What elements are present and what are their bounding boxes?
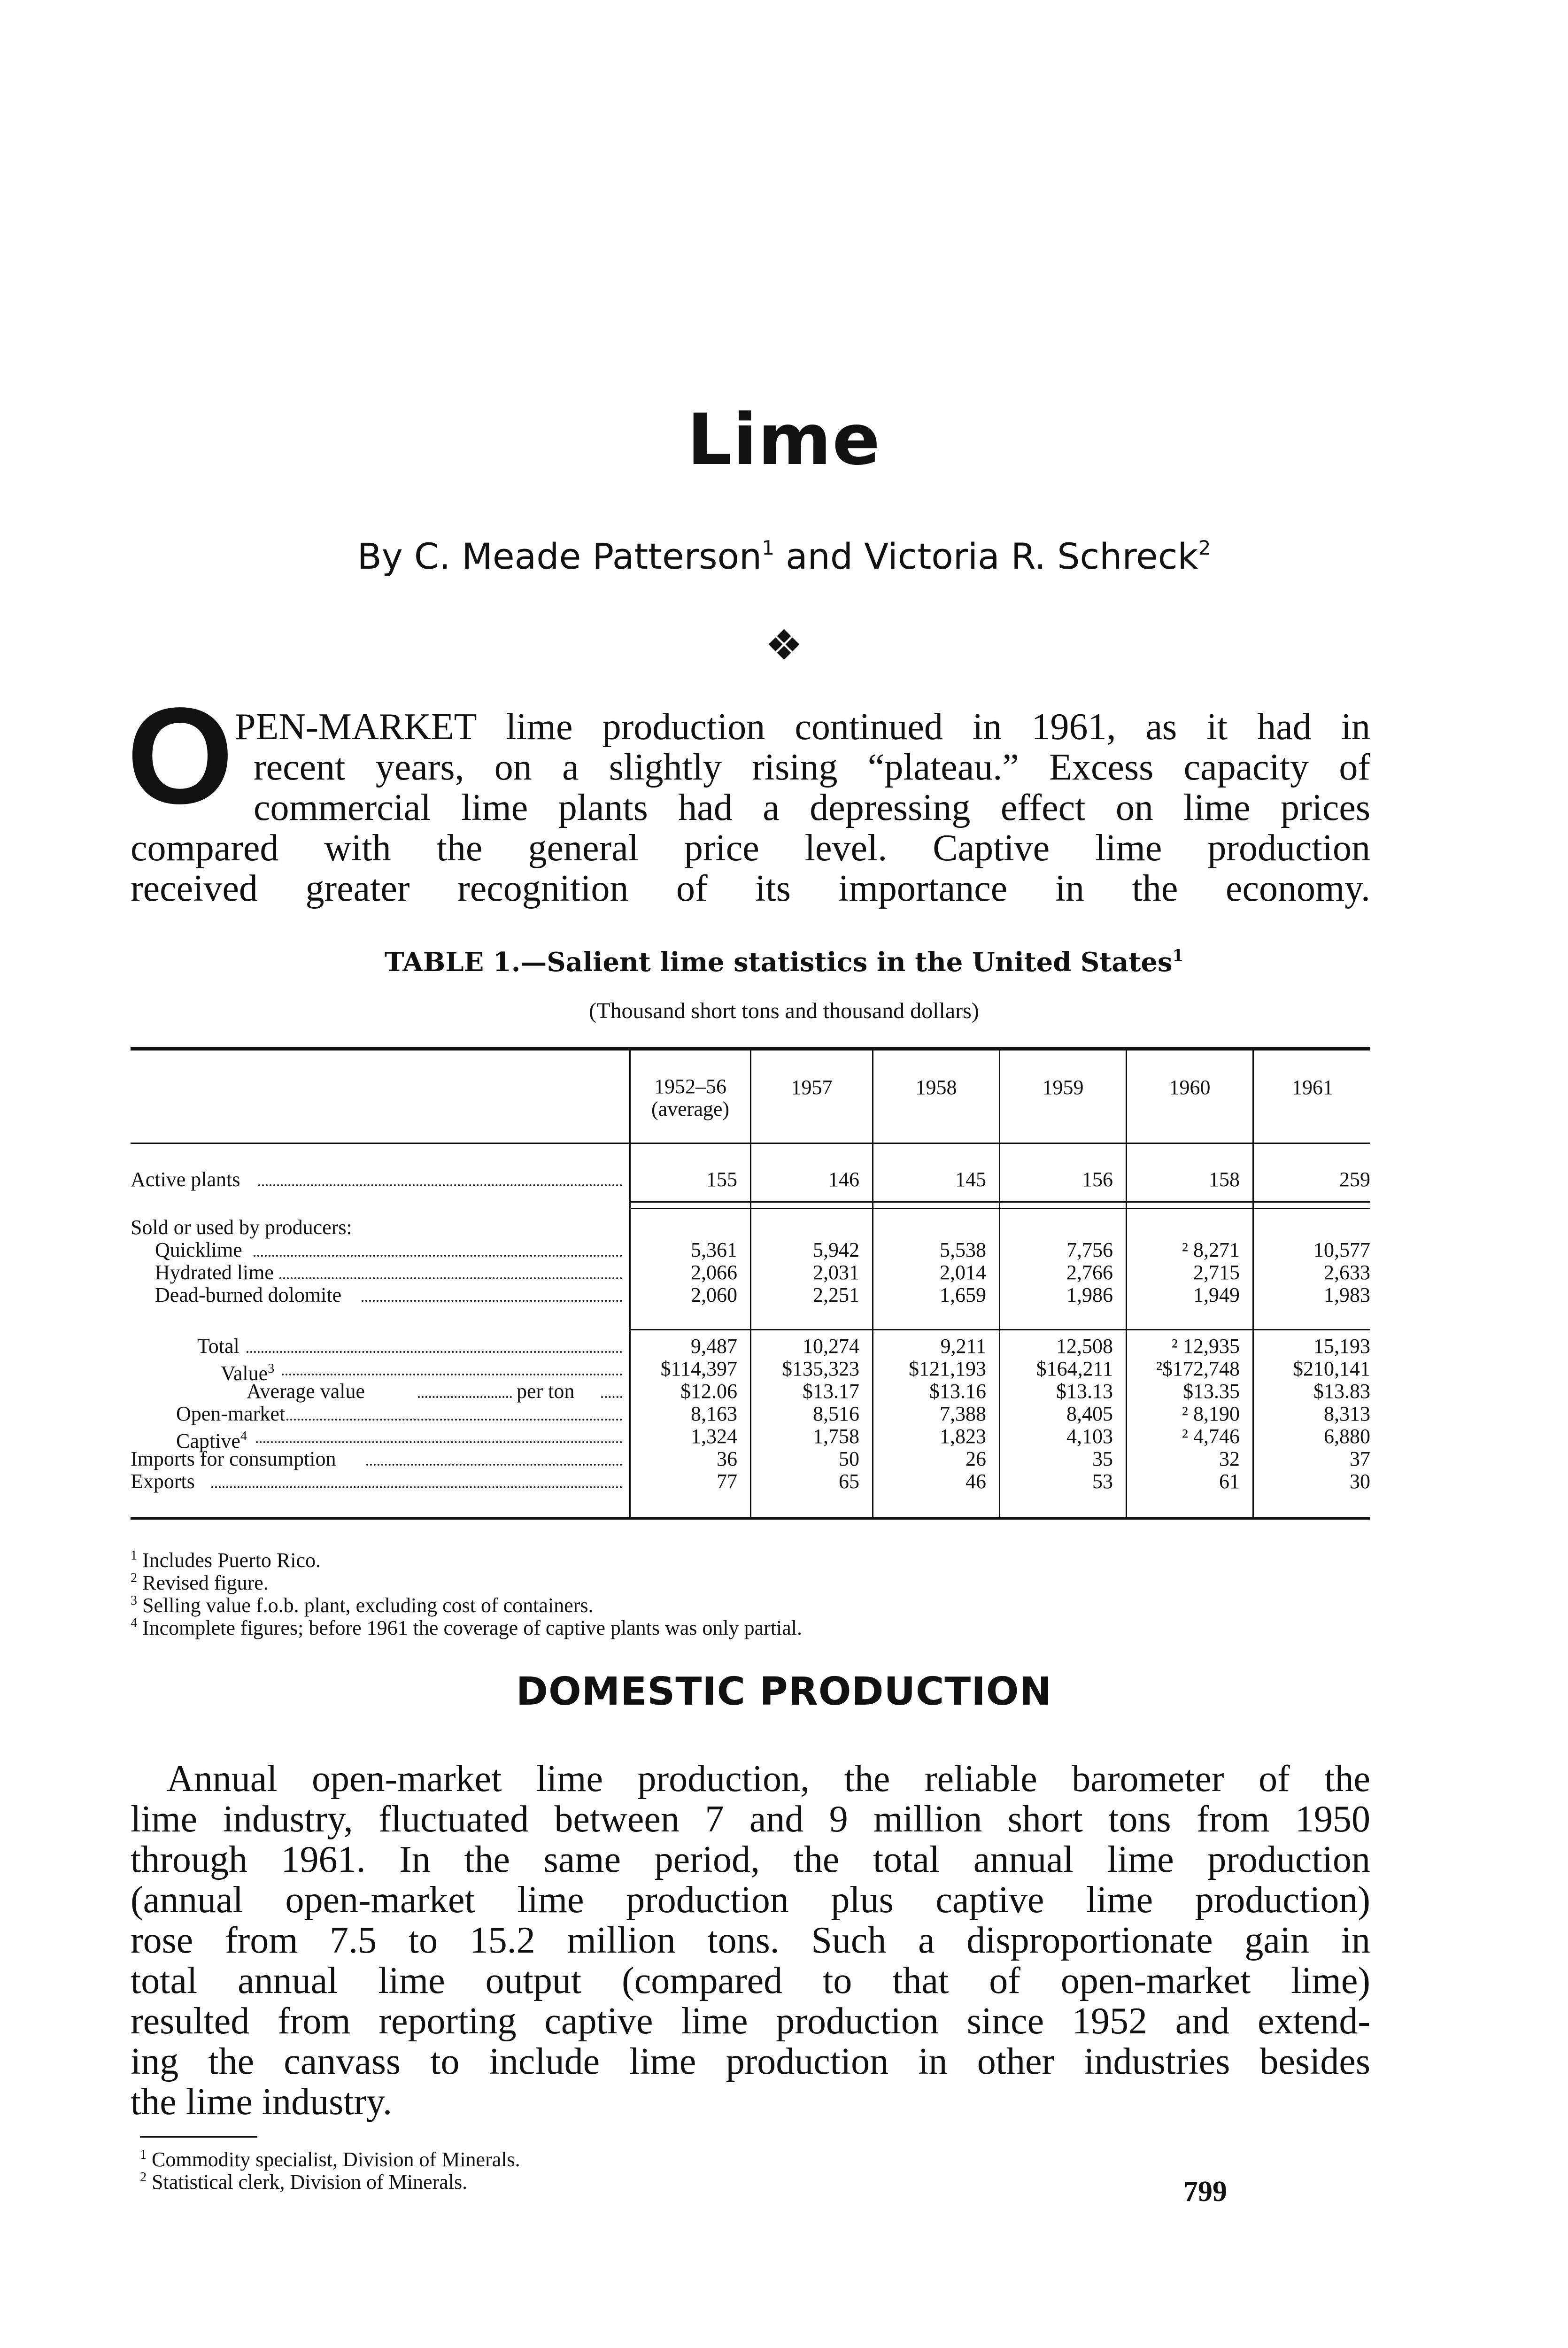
row-label: Quicklime: [155, 1238, 242, 1261]
row-label: Average value: [247, 1380, 365, 1403]
table-cell: $164,211: [1036, 1357, 1113, 1380]
intro-line: received greater recognition of its importance in the economy.: [131, 868, 1370, 909]
table-cell: ² 12,935: [1171, 1335, 1240, 1358]
page-footnote: [140, 2166, 467, 2194]
column-separator: [750, 1050, 751, 1517]
column-header: 1958: [915, 1076, 957, 1099]
column-header: 1959: [1042, 1076, 1084, 1099]
table-cell: $135,323: [782, 1357, 859, 1380]
footnote-text: Statistical clerk, Division of Minerals.: [152, 2170, 468, 2194]
table-cell: 8,516: [813, 1402, 859, 1425]
dot-leader: [279, 1277, 622, 1279]
table-cell: 2,251: [813, 1283, 859, 1306]
table-cell: 10,577: [1313, 1238, 1370, 1261]
column-header: 1957: [791, 1076, 833, 1099]
table-cell: 65: [839, 1470, 859, 1493]
column-separator: [629, 1050, 631, 1517]
page-title: Lime: [687, 399, 881, 481]
row-label-text: Value: [221, 1362, 268, 1385]
footnote-mark: 3: [131, 1593, 137, 1608]
table-cell: $210,141: [1293, 1357, 1370, 1380]
table-cell: 4,103: [1066, 1425, 1113, 1448]
table-caption-text: TABLE 1.—Salient lime statistics in the United States: [384, 947, 1173, 978]
body-line: the lime industry.: [131, 2081, 392, 2123]
row-label: Hydrated lime: [155, 1261, 274, 1284]
table-cell: 10,274: [803, 1335, 859, 1358]
table-subcaption: (Thousand short tons and thousand dollars): [589, 998, 979, 1023]
body-line: lime industry, fluctuated between 7 and 9 million short tons from 1950: [131, 1799, 1370, 1840]
body-line: resulted from reporting captive lime production since 1952 and extend-: [131, 2000, 1370, 2042]
table-cell: 7,388: [940, 1402, 986, 1425]
column-header: 1952–56 (average): [651, 1075, 730, 1120]
row-label: Total: [197, 1335, 239, 1358]
body-line: ing the canvass to include lime production in other industries besides: [131, 2041, 1370, 2082]
table-cell: $121,193: [909, 1357, 986, 1380]
table-cell: 50: [839, 1447, 859, 1470]
table-cell: ² 8,190: [1182, 1402, 1240, 1425]
footnote-separator: [140, 2136, 257, 2138]
footnote-mark: 4: [131, 1616, 137, 1630]
intro-line: compared with the general price level. Captive lime production: [131, 827, 1370, 869]
table-cell: 8,405: [1066, 1402, 1113, 1425]
table-cell: 8,163: [691, 1402, 737, 1425]
table-cell: 12,508: [1056, 1335, 1113, 1358]
column-header: 1961: [1292, 1076, 1333, 1099]
table-cell: 2,060: [691, 1283, 737, 1306]
table-cell: 2,633: [1324, 1261, 1370, 1284]
body-line: (annual open-market lime production plus captive lime production): [131, 1879, 1370, 1921]
table-caption-footnote-mark: 1: [1172, 946, 1184, 965]
author-2: and Victoria R. Schreck: [774, 535, 1198, 577]
table-cell: 145: [955, 1168, 986, 1191]
row-group-heading: Sold or used by producers:: [131, 1216, 352, 1239]
dot-leader: [362, 1300, 622, 1302]
body-line: total annual lime output (compared to that of open-market lime): [131, 1960, 1370, 2001]
footnote-text: Selling value f.o.b. plant, excluding cost of containers.: [142, 1594, 594, 1617]
table-cell: $114,397: [660, 1357, 737, 1380]
author-1: By C. Meade Patterson: [357, 535, 762, 577]
table-cell: $13.13: [1056, 1380, 1113, 1403]
table-cell: 156: [1082, 1168, 1113, 1191]
dot-leader: [211, 1486, 622, 1488]
column-separator: [1126, 1050, 1127, 1517]
row-label: Exports: [131, 1470, 195, 1493]
table-cell: 2,031: [813, 1261, 859, 1284]
row-label-text: Captive: [176, 1429, 240, 1452]
table-cell: $13.35: [1183, 1380, 1240, 1403]
table-cell: 1,983: [1324, 1283, 1370, 1306]
drop-cap: O: [127, 679, 234, 832]
row-label: Open-market: [176, 1402, 286, 1425]
footnote-text: Incomplete figures; before 1961 the coverage of captive plants was only partial.: [142, 1616, 803, 1639]
table-cell: 155: [706, 1168, 737, 1191]
footnote-mark: 4: [240, 1429, 247, 1444]
author-2-footnote-mark: 2: [1198, 536, 1211, 559]
dot-leader: [256, 1441, 622, 1443]
table-cell: 35: [1092, 1447, 1113, 1470]
table-cell: 5,361: [691, 1238, 737, 1261]
footnote-mark: 3: [268, 1361, 275, 1376]
page-number: 799: [1183, 2176, 1227, 2208]
footnote-mark: 2: [131, 1571, 137, 1585]
table-cell: ²$172,748: [1156, 1357, 1240, 1380]
dot-leader: [254, 1255, 622, 1257]
table-subtotal-rule: [1254, 1329, 1370, 1330]
footnote-text: Includes Puerto Rico.: [142, 1549, 321, 1572]
intro-line: commercial lime plants had a depressing effect on lime prices: [254, 787, 1370, 828]
table-cell: 146: [828, 1168, 859, 1191]
row-label: Imports for consumption: [131, 1447, 336, 1470]
table-cell: ² 4,746: [1182, 1425, 1240, 1448]
intro-line: PEN-MARKET lime production continued in 1961, as it had in: [235, 706, 1370, 748]
table-cell: 26: [966, 1447, 986, 1470]
table-cell: 259: [1339, 1168, 1370, 1191]
dot-leader: [282, 1374, 622, 1375]
dot-leader: [258, 1184, 622, 1186]
body-line: through 1961. In the same period, the total annual lime production: [131, 1839, 1370, 1880]
table-bottom-rule: [131, 1517, 1370, 1520]
table-subtotal-rule: [629, 1329, 1254, 1330]
table-cell: 5,942: [813, 1238, 859, 1261]
row-label: Active plants: [131, 1168, 240, 1191]
author-1-footnote-mark: 1: [762, 536, 774, 559]
table-caption: [0, 946, 1568, 978]
table-cell: 1,758: [813, 1425, 859, 1448]
table-cell: 1,823: [940, 1425, 986, 1448]
table-cell: 7,756: [1066, 1238, 1113, 1261]
table-cell: ² 8,271: [1182, 1238, 1240, 1261]
table-cell: 6,880: [1324, 1425, 1370, 1448]
row-label: Dead-burned dolomite: [155, 1283, 342, 1306]
table-cell: 36: [717, 1447, 737, 1470]
column-separator: [1252, 1050, 1254, 1517]
footnote-mark: 2: [140, 2170, 147, 2185]
dot-leader: [601, 1396, 622, 1398]
intro-line: recent years, on a slightly rising “plateau.” Excess capacity of: [254, 747, 1370, 788]
dot-leader: [418, 1396, 512, 1398]
byline: [0, 535, 1568, 577]
table-cell: 1,324: [691, 1425, 737, 1448]
body-line: Annual open-market lime production, the reliable barometer of the: [167, 1758, 1370, 1800]
table-cell: 2,066: [691, 1261, 737, 1284]
column-separator: [999, 1050, 1000, 1517]
body-line: rose from 7.5 to 15.2 million tons. Such a disproportionate gain in: [131, 1920, 1370, 1961]
footnote-mark: 1: [131, 1548, 137, 1563]
table-cell: 61: [1219, 1470, 1240, 1493]
table-cell: 1,949: [1193, 1283, 1240, 1306]
table-cell: $13.17: [803, 1380, 859, 1403]
table-cell: 32: [1219, 1447, 1240, 1470]
footnote-mark: 1: [140, 2147, 147, 2162]
table-cell: 5,538: [940, 1238, 986, 1261]
table-cell: 2,715: [1193, 1261, 1240, 1284]
column-separator: [872, 1050, 873, 1517]
dot-leader: [247, 1351, 622, 1353]
table-cell: 9,211: [940, 1335, 986, 1358]
table-cell: 30: [1350, 1470, 1370, 1493]
footnote-text: Commodity specialist, Division of Minerals.: [152, 2148, 520, 2171]
table-top-rule: [131, 1047, 1370, 1050]
table-footnote: [131, 1613, 802, 1639]
section-heading: DOMESTIC PRODUCTION: [516, 1669, 1052, 1714]
table-cell: $13.83: [1313, 1380, 1370, 1403]
table-cell: 77: [717, 1470, 737, 1493]
footnote-text: Revised figure.: [142, 1571, 269, 1594]
table-cell: 37: [1350, 1447, 1370, 1470]
table-cell: 46: [966, 1470, 986, 1493]
dot-leader: [286, 1419, 622, 1421]
table-cell: $13.16: [929, 1380, 986, 1403]
dot-leader: [366, 1464, 622, 1466]
table-cell: 1,986: [1066, 1283, 1113, 1306]
ornament-icon: ❖: [765, 621, 803, 670]
table-cell: $12.06: [680, 1380, 737, 1403]
table-cell: 158: [1209, 1168, 1240, 1191]
table-cell: 9,487: [691, 1335, 737, 1358]
row-unit: per ton: [517, 1380, 575, 1403]
table-cell: 2,014: [940, 1261, 986, 1284]
table-cell: 53: [1092, 1470, 1113, 1493]
column-header: 1960: [1169, 1076, 1211, 1099]
table-cell: 15,193: [1313, 1335, 1370, 1358]
table-cell: 1,659: [940, 1283, 986, 1306]
table-cell: 2,766: [1066, 1261, 1113, 1284]
table-cell: 8,313: [1324, 1402, 1370, 1425]
